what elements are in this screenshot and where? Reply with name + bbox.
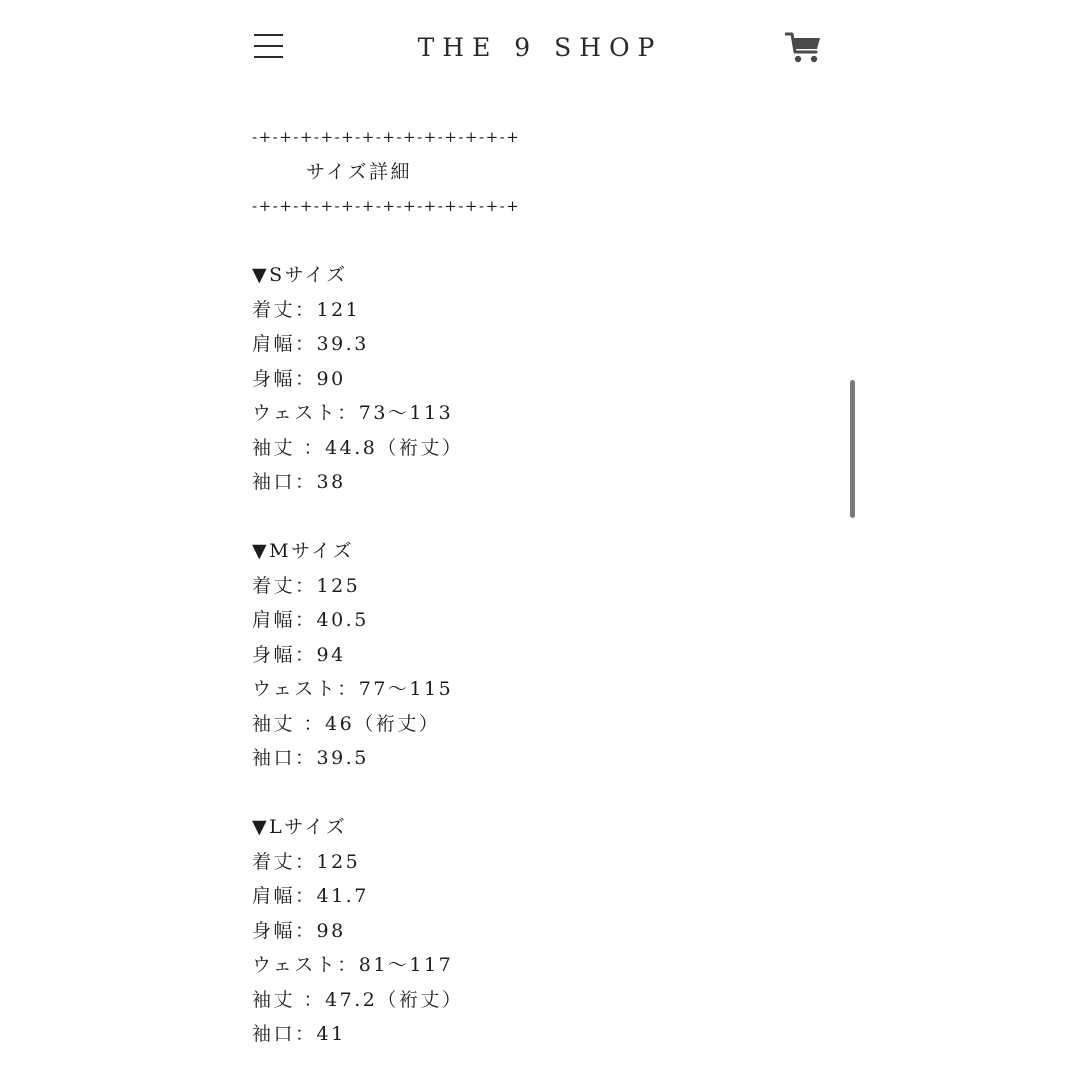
size-detail-line: 袖丈 ：47.2（裄丈） [252,988,464,1011]
spacer [252,500,812,535]
section-title: サイズ詳細 [306,160,412,183]
size-detail-line: 袖丈 ：46（裄丈） [252,712,441,735]
size-block-m [252,534,812,776]
size-detail-line: 着丈：121 [252,298,361,321]
size-heading: ▼Sサイズ [252,264,348,286]
site-logo[interactable]: THE 9 SHOP [417,33,663,62]
size-detail-line: 袖丈 ：44.8（裄丈） [252,436,464,459]
size-detail-line: ウェスト：73〜113 [252,402,454,424]
size-detail-line: 袖口：41 [252,1023,346,1045]
size-detail-line: 身幅：94 [252,643,346,666]
divider-bottom: -+-+-+-+-+-+-+-+-+-+-+-+-+ [252,197,521,215]
shopping-cart-icon[interactable] [785,30,823,66]
spacer [252,224,812,259]
size-heading: ▼Mサイズ [252,540,355,562]
divider-top: -+-+-+-+-+-+-+-+-+-+-+-+-+ [252,128,521,146]
size-detail-line: ウェスト：81〜117 [252,954,454,976]
size-detail-line: 袖口：38 [252,471,346,493]
size-heading: ▼Lサイズ [252,816,348,838]
size-detail-line: 肩幅：40.5 [252,609,369,631]
size-detail-line: 身幅：98 [252,919,346,942]
size-block-l [252,810,812,1052]
size-detail-line: 身幅：90 [252,367,346,390]
product-description [252,120,812,1052]
hamburger-menu-icon[interactable] [253,31,285,61]
vertical-scrollbar[interactable] [850,380,855,518]
site-header [0,0,1080,95]
spacer [252,776,812,811]
size-detail-line: 肩幅：41.7 [252,885,369,907]
size-detail-line: 着丈：125 [252,850,361,873]
size-detail-line: 着丈：125 [252,574,361,597]
size-detail-line: 袖口：39.5 [252,747,369,769]
size-block-s [252,258,812,500]
size-detail-line: ウェスト：77〜115 [252,678,454,700]
size-detail-line: 肩幅：39.3 [252,333,369,355]
